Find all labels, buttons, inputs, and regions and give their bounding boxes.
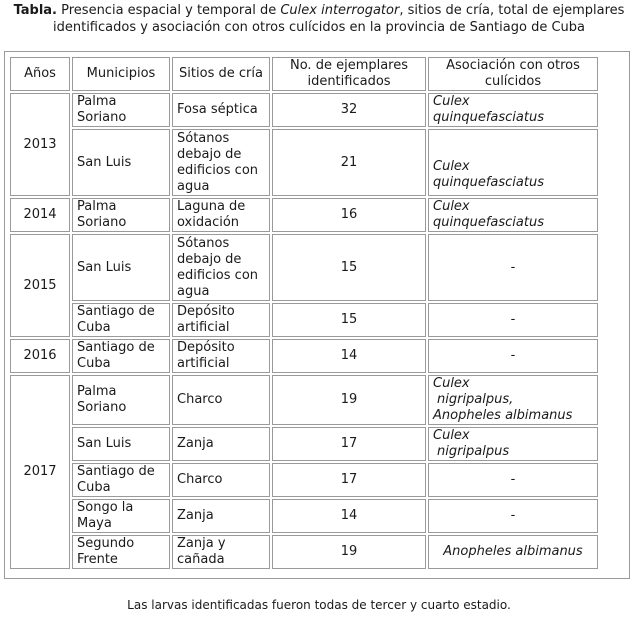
site-cell: Sótanos debajo de edificios con agua bbox=[172, 129, 270, 196]
municipality-cell: Santiago de Cuba bbox=[72, 303, 170, 337]
association-line: Culex bbox=[433, 94, 470, 109]
count-cell: 14 bbox=[272, 339, 426, 373]
association-line: Anopheles albimanus bbox=[443, 544, 583, 559]
municipality-cell: San Luis bbox=[72, 234, 170, 301]
municipality-cell: Palma Soriano bbox=[72, 198, 170, 232]
association-cell: - bbox=[428, 339, 598, 373]
table-row bbox=[10, 375, 598, 425]
caption-label: Tabla. bbox=[13, 3, 57, 18]
site-cell: Depósito artificial bbox=[172, 339, 270, 373]
site-cell: Zanja bbox=[172, 499, 270, 533]
count-cell: 15 bbox=[272, 234, 426, 301]
association-cell bbox=[428, 129, 598, 196]
table-row bbox=[10, 234, 598, 301]
table-row bbox=[10, 198, 598, 232]
year-cell: 2015 bbox=[10, 234, 70, 337]
caption-species: Culex interrogator bbox=[280, 3, 400, 18]
table-row bbox=[10, 93, 598, 127]
header-count: No. de ejemplares identificados bbox=[272, 57, 426, 91]
table-caption bbox=[0, 2, 638, 36]
count-cell: 21 bbox=[272, 129, 426, 196]
count-cell: 17 bbox=[272, 463, 426, 497]
association-line: quinquefasciatus bbox=[433, 215, 544, 230]
association-cell bbox=[428, 427, 598, 461]
association-line: nigripalpus bbox=[437, 444, 510, 459]
site-cell: Depósito artificial bbox=[172, 303, 270, 337]
count-cell: 17 bbox=[272, 427, 426, 461]
header-year: Años bbox=[10, 57, 70, 91]
year-cell: 2017 bbox=[10, 375, 70, 569]
table-row bbox=[10, 463, 598, 497]
site-cell: Laguna de oxidación bbox=[172, 198, 270, 232]
caption-text-after: , sitios de cría, total de ejemplares identificados y asociación con otros culícidos en la provincia de Santiago de Cuba bbox=[53, 3, 625, 35]
year-cell: 2014 bbox=[10, 198, 70, 232]
caption-text-before: Presencia espacial y temporal de bbox=[57, 3, 281, 18]
site-cell: Fosa séptica bbox=[172, 93, 270, 127]
footnote: Las larvas identificadas fueron todas de tercer y cuarto estadio. bbox=[127, 598, 511, 612]
association-cell bbox=[428, 198, 598, 232]
table-row bbox=[10, 129, 598, 196]
table-row bbox=[10, 535, 598, 569]
year-cell: 2013 bbox=[10, 93, 70, 196]
association-cell: - bbox=[428, 499, 598, 533]
table-row bbox=[10, 339, 598, 373]
association-cell: - bbox=[428, 303, 598, 337]
association-line: Anopheles albimanus bbox=[433, 408, 573, 423]
association-line: quinquefasciatus bbox=[433, 110, 544, 125]
association-line: Culex bbox=[433, 199, 470, 214]
data-table bbox=[8, 55, 600, 571]
count-cell: 14 bbox=[272, 499, 426, 533]
association-line: nigripalpus, bbox=[437, 392, 514, 407]
header-site: Sitios de cría bbox=[172, 57, 270, 91]
municipality-cell: Santiago de Cuba bbox=[72, 463, 170, 497]
association-cell bbox=[428, 535, 598, 569]
municipality-cell: San Luis bbox=[72, 129, 170, 196]
count-cell: 16 bbox=[272, 198, 426, 232]
count-cell: 19 bbox=[272, 375, 426, 425]
site-cell: Sótanos debajo de edificios con agua bbox=[172, 234, 270, 301]
association-line: quinquefasciatus bbox=[433, 175, 544, 190]
site-cell: Charco bbox=[172, 375, 270, 425]
site-cell: Zanja bbox=[172, 427, 270, 461]
count-cell: 32 bbox=[272, 93, 426, 127]
association-cell bbox=[428, 93, 598, 127]
association-cell: - bbox=[428, 463, 598, 497]
municipality-cell: Palma Soriano bbox=[72, 93, 170, 127]
municipality-cell: Santiago de Cuba bbox=[72, 339, 170, 373]
year-cell: 2016 bbox=[10, 339, 70, 373]
table-frame bbox=[4, 51, 630, 579]
association-line: Culex bbox=[433, 159, 470, 174]
municipality-cell: Palma Soriano bbox=[72, 375, 170, 425]
table-row bbox=[10, 427, 598, 461]
municipality-cell: Segundo Frente bbox=[72, 535, 170, 569]
association-line: Culex bbox=[433, 428, 470, 443]
association-line: Culex bbox=[433, 376, 470, 391]
header-association: Asociación con otros culícidos bbox=[428, 57, 598, 91]
table-row bbox=[10, 499, 598, 533]
count-cell: 15 bbox=[272, 303, 426, 337]
municipality-cell: San Luis bbox=[72, 427, 170, 461]
header-municipality: Municipios bbox=[72, 57, 170, 91]
association-cell: - bbox=[428, 234, 598, 301]
municipality-cell: Songo la Maya bbox=[72, 499, 170, 533]
site-cell: Charco bbox=[172, 463, 270, 497]
association-cell bbox=[428, 375, 598, 425]
count-cell: 19 bbox=[272, 535, 426, 569]
header-row bbox=[10, 57, 598, 91]
site-cell: Zanja y cañada bbox=[172, 535, 270, 569]
table-row bbox=[10, 303, 598, 337]
